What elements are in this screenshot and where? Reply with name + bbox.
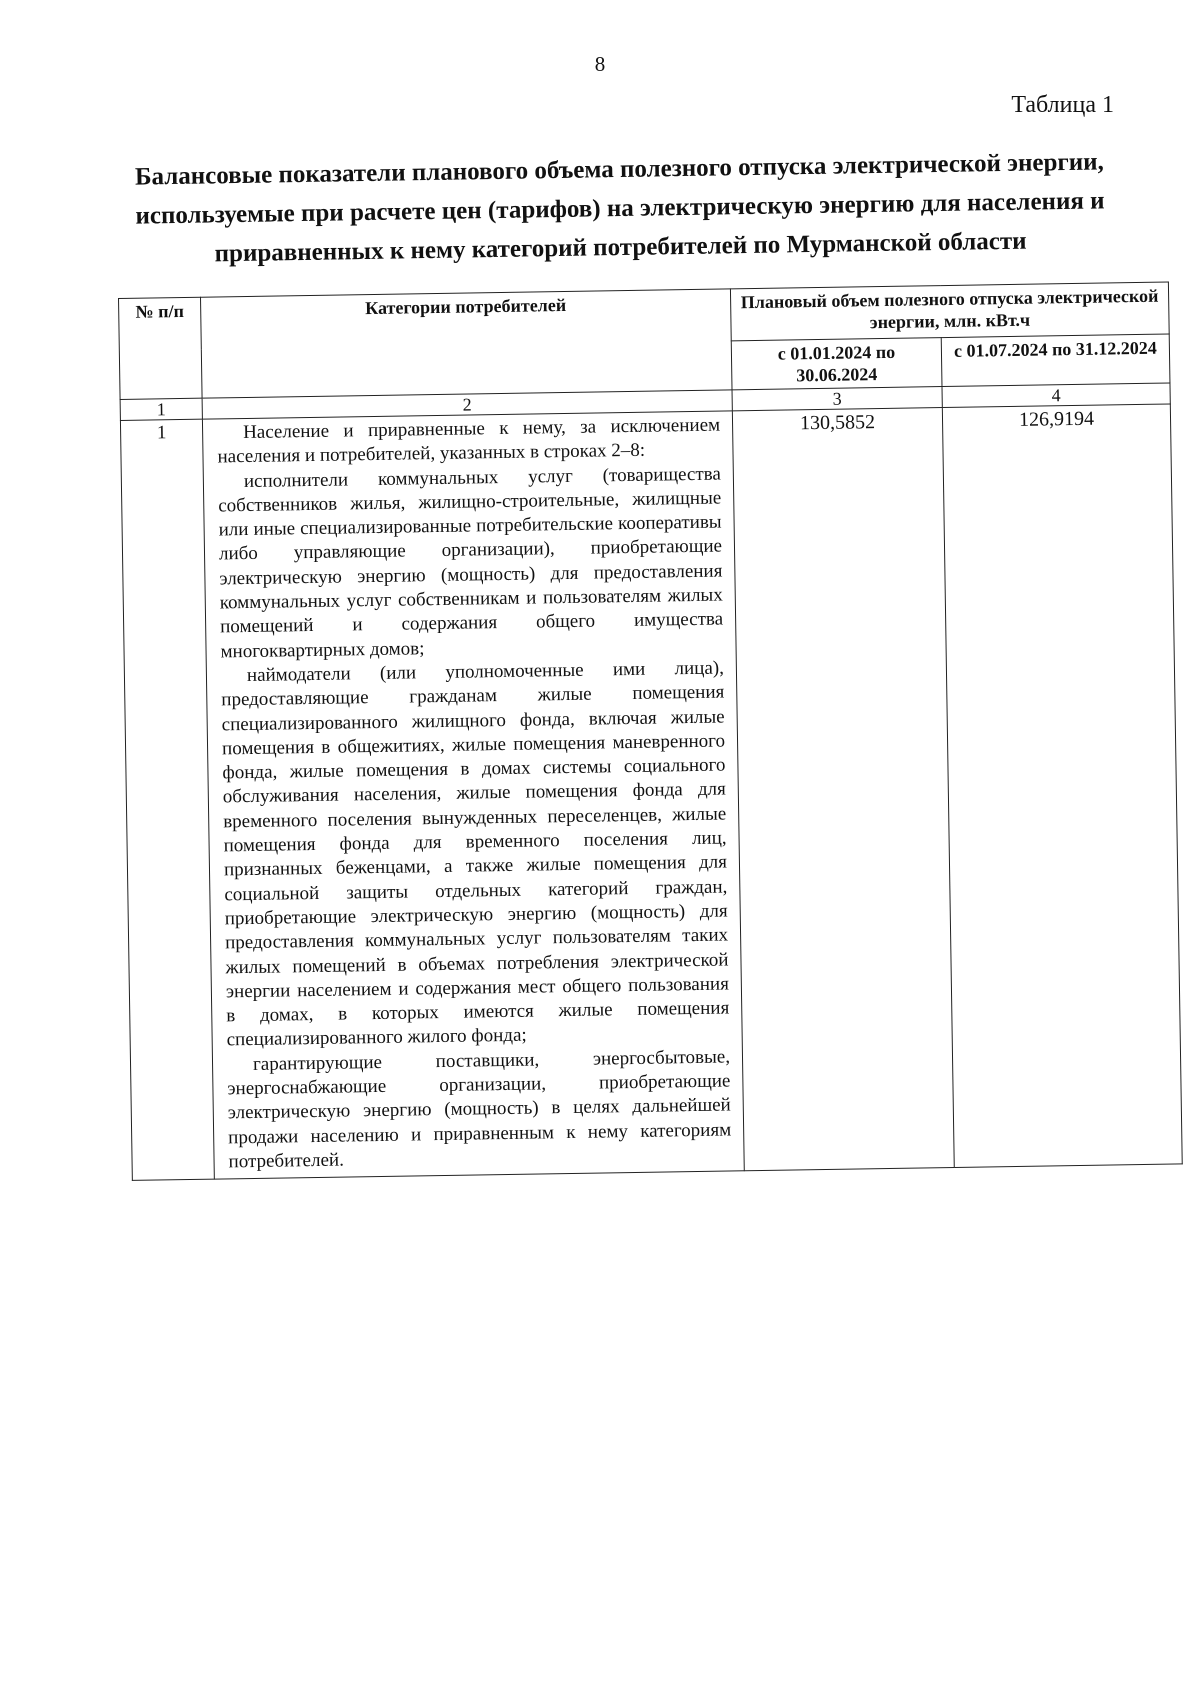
row-num: 1	[120, 419, 214, 1180]
category-description	[202, 411, 744, 1179]
volume-period-1: 130,5852	[732, 408, 954, 1171]
balance-table	[118, 281, 1183, 1181]
category-paragraph: Население и приравненные к нему, за исключением населения и потребителей, указанных в строках 2–8:	[217, 414, 721, 468]
volume-period-2: 126,9194	[942, 404, 1182, 1168]
header-period-2: с 01.07.2024 по 31.12.2024	[941, 334, 1170, 387]
header-period-1: с 01.01.2024 по 30.06.2024	[731, 338, 942, 390]
balance-table-container	[118, 282, 1182, 1182]
document-title: Балансовые показатели планового объема полезного отпуска электрической энергии, используемые при расчете цен (тарифов) на электрическую энергию для населения и приравненных к нему категорий потребителей по Мурманской области	[134, 148, 1105, 268]
category-paragraph: наймодатели (или уполномоченные ими лица), предоставляющие гражданам жилые помещения специализированного жилищного фонда, включая жилые помещения в общежитиях, жилые помещения маневренного фонда, жилые помещения в домах системы социального обслуживания населения, жилые помещения фонда для временного поселения вынужденных переселенцев, жилые помещения фонда для временного поселения лиц, признанных беженцами, а также жилые помещения для социальной защиты отдельных категорий граждан, приобретающие электрическую энергию (мощность) для предоставления коммунальных услуг пользователям таких жилых помещений в объемах потребления электрической энергии населением и содержания мест общего пользования в домах, в которых имеются жилые помещения специализированного жилого фонда;	[221, 657, 730, 1051]
header-volume: Плановый объем полезного отпуска электрической энергии, млн. кВт.ч	[730, 282, 1169, 341]
page-number: 8	[594, 52, 606, 76]
category-paragraph: исполнители коммунальных услуг (товарищества собственников жилья, жилищно-строительные, жилищные или иные специализированные потребительские кооперативы либо управляющие организации), приобретающие электрическую энергию (мощность) для предоставления коммунальных услуг собственникам и пользователям жилых помещений и содержания общего имущества многоквартирных домов;	[218, 463, 724, 663]
column-number: 4	[942, 383, 1170, 408]
category-paragraph: гарантирующие поставщики, энергосбытовые, энергоснабжающие организации, приобретающие электрическую энергию (мощность) в целях дальнейшей продажи населению и приравненным к нему категориям потребителей.	[227, 1046, 732, 1173]
header-category: Категории потребителей	[200, 289, 732, 398]
column-number: 3	[732, 387, 942, 411]
table-label: Таблица 1	[1011, 92, 1114, 118]
table-row	[120, 404, 1182, 1181]
column-number: 1	[120, 398, 202, 420]
column-number: 2	[202, 390, 732, 419]
header-num: № п/п	[119, 297, 203, 399]
